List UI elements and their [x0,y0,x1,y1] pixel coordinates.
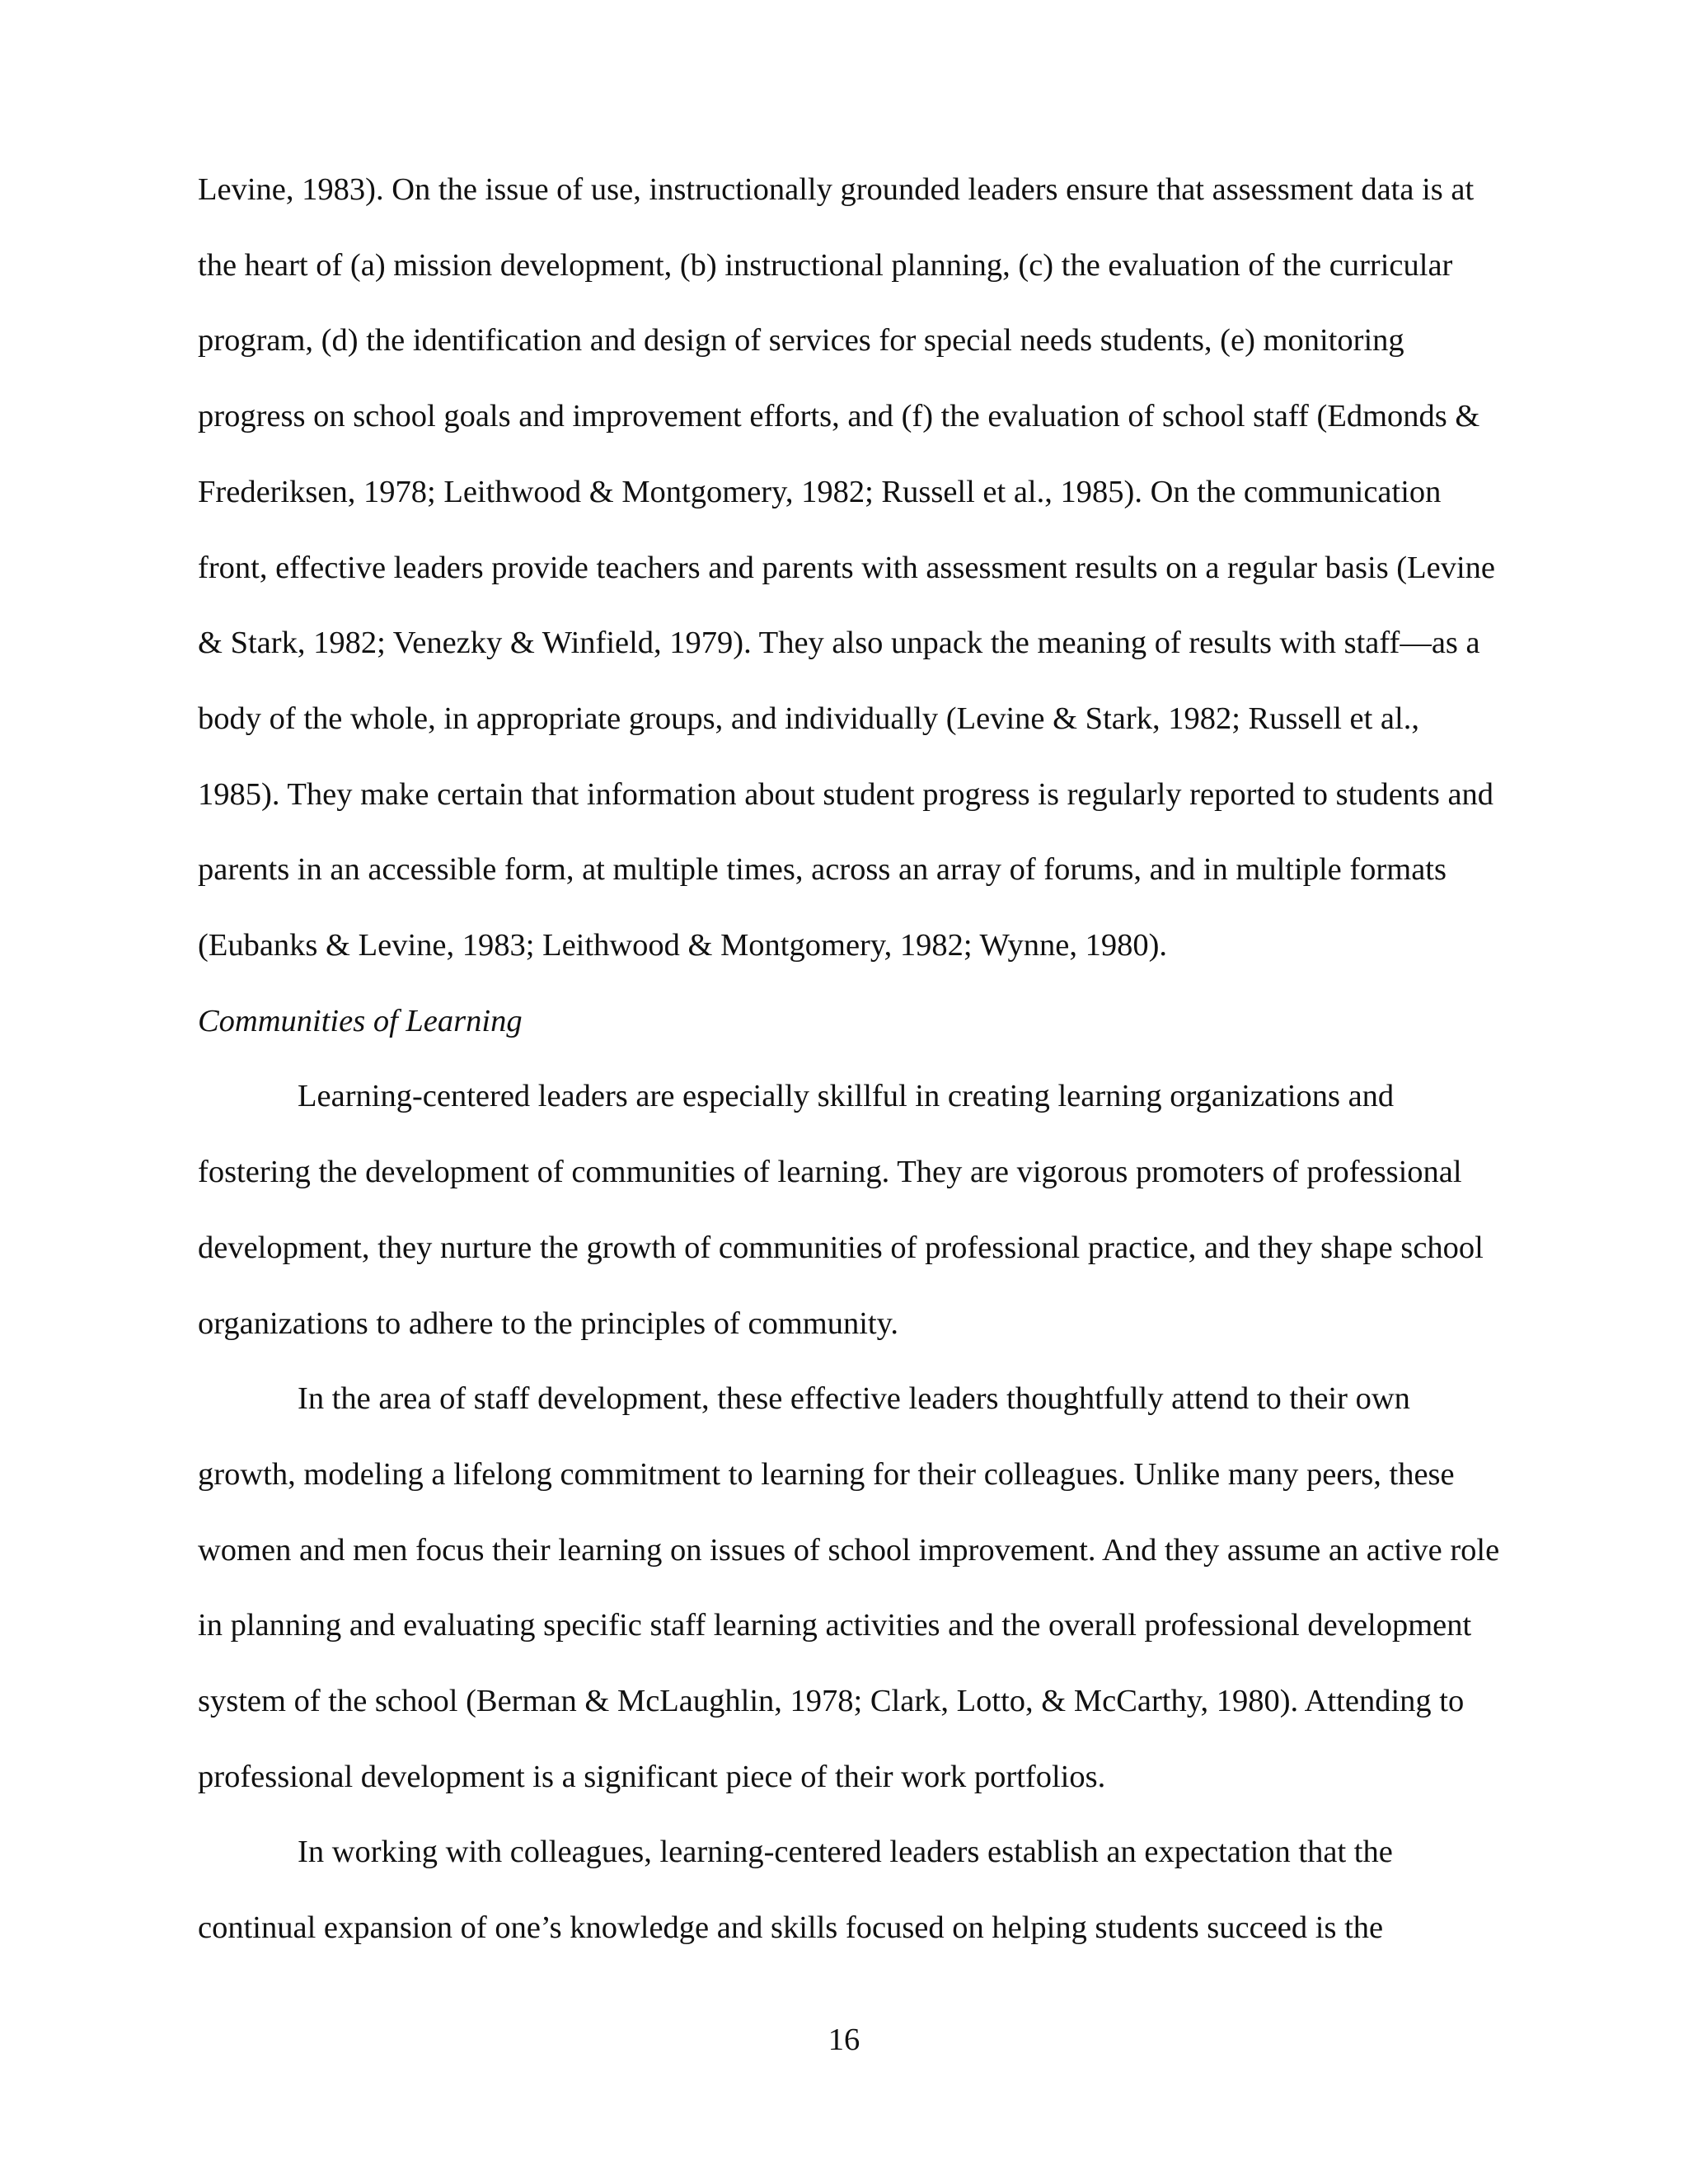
body-text [198,152,1508,1966]
section-heading: Communities of Learning [198,1003,523,1038]
page-number: 16 [828,2022,860,2057]
paragraph-assessment-use: Levine, 1983). On the issue of use, instructionally grounded leaders ensure that assessment data is at the heart of (a) mission development, (b) instructional planning, (c) the evaluation of the curricular program, (d) the identification and design of services for special needs students, (e) monitoring progress on school goals and improvement efforts, and (f) the evaluation of school staff (Edmonds & Frederiksen, 1978; Leithwood & Montgomery, 1982; Russell et al., 1985). On the communication front, effective leaders provide teachers and parents with assessment results on a regular basis (Levine & Stark, 1982; Venezky & Winfield, 1979). They also unpack the meaning of results with staff—as a body of the whole, in appropriate groups, and individually (Levine & Stark, 1982; Russell et al., 1985). They make certain that information about student progress is regularly reported to students and parents in an accessible form, at multiple times, across an array of forums, and in multiple formats (Eubanks & Levine, 1983; Leithwood & Montgomery, 1982; Wynne, 1980). [198,172,1496,963]
paragraph-working-with-colleagues: In working with colleagues, learning-centered leaders establish an expectation that the continual expansion of one’s knowledge and skills focused on helping students succeed is the [198,1835,1393,1946]
paragraph-learning-centered-leaders: Learning-centered leaders are especially skillful in creating learning organizations and fostering the development of communities of learning. They are vigorous promoters of professional development, they nurture the growth of communities of professional practice, and they shape school organizations to adhere to the principles of community. [198,1079,1484,1341]
paragraph-staff-development: In the area of staff development, these effective leaders thoughtfully attend to their own growth, modeling a lifelong commitment to learning for their colleagues. Unlike many peers, these women and men focus their learning on issues of school improvement. And they assume an active role in planning and evaluating specific staff learning activities and the overall professional development system of the school (Berman & McLaughlin, 1978; Clark, Lotto, & McCarthy, 1980). Attending to professional development is a significant piece of their work portfolios. [198,1381,1500,1794]
